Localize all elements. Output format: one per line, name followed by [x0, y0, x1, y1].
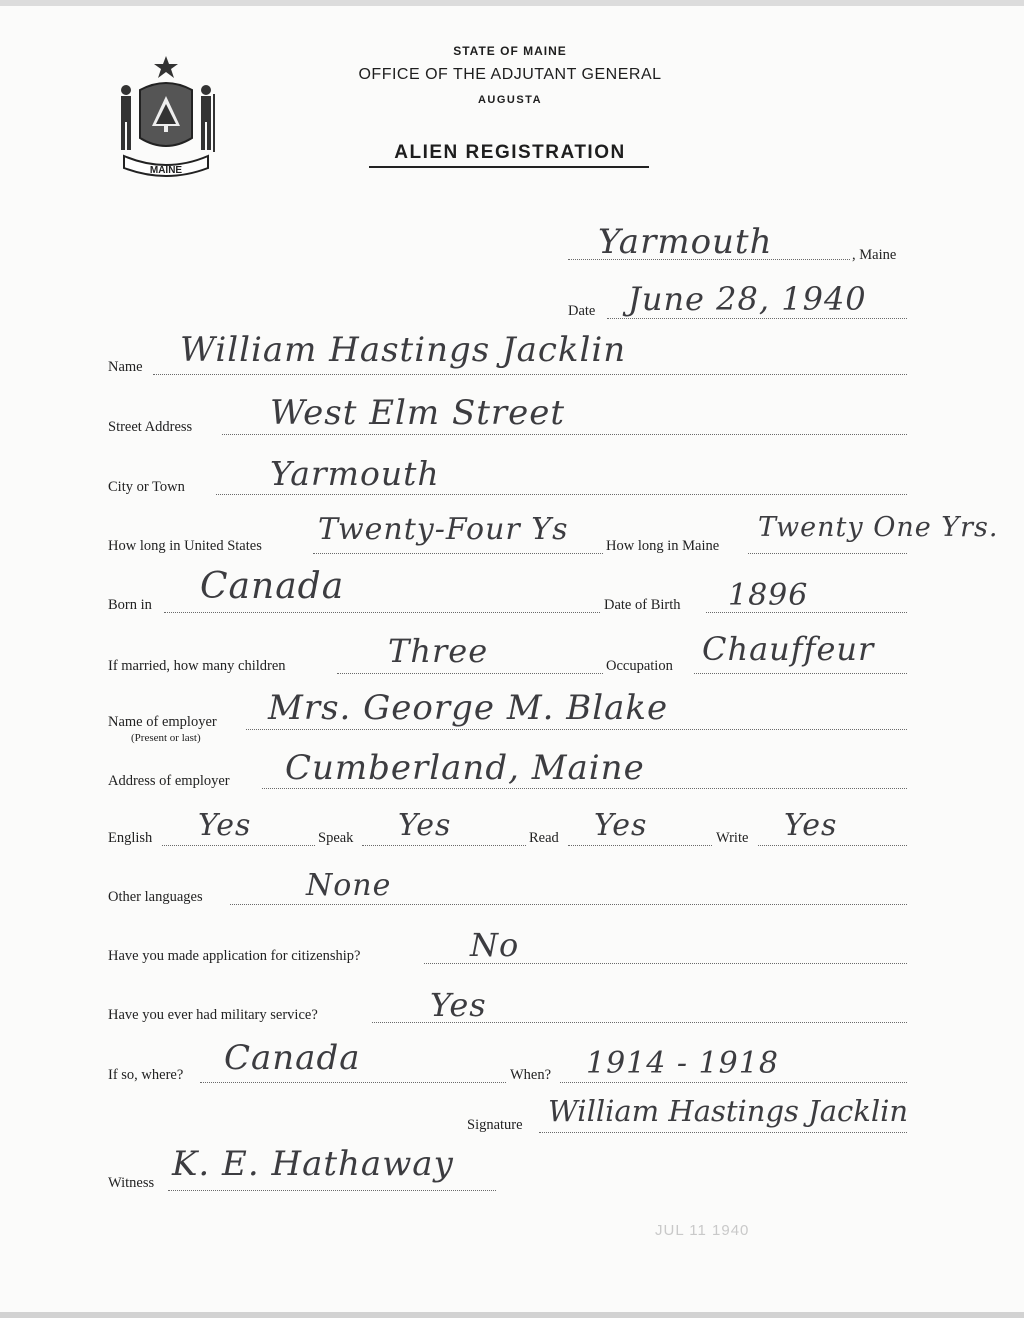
maine-years-label: How long in Maine — [606, 538, 720, 554]
street-value[interactable]: West Elm Street — [270, 393, 566, 433]
street-label: Street Address — [108, 419, 193, 435]
place-suffix: , Maine — [852, 247, 897, 263]
write-line — [758, 845, 907, 846]
header-state: STATE OF MAINE — [453, 44, 567, 58]
us-years-line — [313, 553, 603, 554]
city-value[interactable]: Yarmouth — [270, 454, 440, 493]
employer-address-label: Address of employer — [108, 773, 230, 789]
other-languages-value[interactable]: None — [306, 868, 392, 903]
witness-line — [168, 1190, 496, 1191]
write-label: Write — [716, 830, 749, 846]
date-line — [607, 318, 907, 319]
dob-label: Date of Birth — [604, 597, 681, 613]
city-line — [216, 494, 907, 495]
other-languages-line — [230, 904, 907, 905]
employer-line — [246, 729, 907, 730]
signature-value[interactable]: William Hastings Jacklin — [548, 1094, 909, 1128]
employer-address-value[interactable]: Cumberland, Maine — [285, 748, 645, 788]
us-years-label: How long in United States — [108, 538, 262, 554]
date-label: Date — [568, 303, 596, 319]
write-value[interactable]: Yes — [784, 808, 838, 843]
street-line — [222, 434, 907, 435]
employer-label: Name of employer — [108, 714, 217, 730]
name-value[interactable]: William Hastings Jacklin — [180, 330, 627, 370]
employer-value[interactable]: Mrs. George M. Blake — [268, 688, 669, 728]
when-value[interactable]: 1914 - 1918 — [586, 1046, 779, 1081]
scan-edge-top — [0, 0, 1024, 6]
employer-address-line — [262, 788, 907, 789]
maine-years-value[interactable]: Twenty One Yrs. — [758, 512, 999, 543]
name-label: Name — [108, 359, 143, 375]
children-line — [337, 673, 603, 674]
employer-sublabel: (Present or last) — [131, 732, 201, 744]
date-value[interactable]: June 28, 1940 — [628, 280, 867, 318]
when-label: When? — [510, 1067, 552, 1083]
english-line — [162, 845, 315, 846]
children-label: If married, how many children — [108, 658, 286, 674]
witness-value[interactable]: K. E. Hathaway — [172, 1144, 454, 1184]
military-label: Have you ever had military service? — [108, 1007, 318, 1023]
born-in-label: Born in — [108, 597, 152, 613]
citizenship-value[interactable]: No — [470, 926, 520, 964]
read-label: Read — [529, 830, 559, 846]
where-line — [200, 1082, 506, 1083]
read-value[interactable]: Yes — [594, 808, 648, 843]
scan-edge-bottom — [0, 1312, 1024, 1318]
received-stamp: JUL 11 1940 — [655, 1222, 750, 1239]
city-label: City or Town — [108, 479, 185, 495]
dob-value[interactable]: 1896 — [728, 578, 809, 613]
english-label: English — [108, 830, 153, 846]
maine-state-seal-icon — [110, 52, 222, 186]
born-in-value[interactable]: Canada — [200, 566, 345, 607]
occupation-line — [694, 673, 907, 674]
military-value[interactable]: Yes — [430, 986, 487, 1024]
header-office: OFFICE OF THE ADJUTANT GENERAL — [358, 66, 662, 83]
speak-value[interactable]: Yes — [398, 808, 452, 843]
speak-line — [362, 845, 526, 846]
where-value[interactable]: Canada — [224, 1038, 361, 1078]
maine-years-line — [748, 553, 907, 554]
us-years-value[interactable]: Twenty-Four Ys — [318, 512, 569, 547]
other-languages-label: Other languages — [108, 889, 203, 905]
citizenship-label: Have you made application for citizenship? — [108, 948, 361, 964]
read-line — [568, 845, 712, 846]
seal-label: MAINE — [149, 165, 183, 176]
when-line — [560, 1082, 907, 1083]
signature-line — [539, 1132, 907, 1133]
children-value[interactable]: Three — [388, 632, 489, 670]
born-in-line — [164, 612, 600, 613]
header-city: AUGUSTA — [477, 94, 543, 106]
title-underline — [369, 166, 649, 168]
signature-label: Signature — [467, 1117, 523, 1133]
place-value[interactable]: Yarmouth — [598, 222, 773, 262]
speak-label: Speak — [318, 830, 354, 846]
occupation-label: Occupation — [606, 658, 673, 674]
where-label: If so, where? — [108, 1067, 184, 1083]
form-title: ALIEN REGISTRATION — [394, 142, 626, 163]
witness-label: Witness — [108, 1175, 155, 1191]
occupation-value[interactable]: Chauffeur — [702, 630, 875, 668]
name-line — [153, 374, 907, 375]
english-value[interactable]: Yes — [198, 808, 252, 843]
